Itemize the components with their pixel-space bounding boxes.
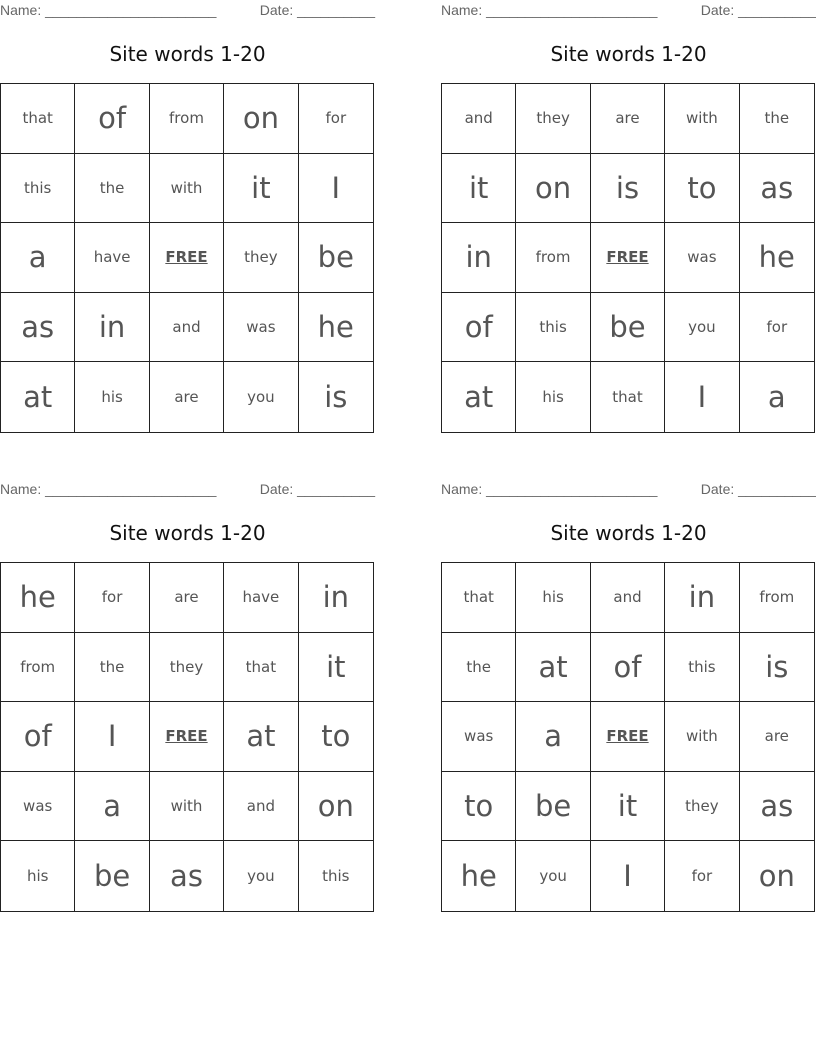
bingo-cell: are (591, 84, 665, 154)
bingo-cell: on (516, 154, 590, 224)
bingo-cell: the (740, 84, 814, 154)
bingo-cell: as (1, 293, 75, 363)
bingo-cell: this (516, 293, 590, 363)
card-meta (0, 0, 375, 22)
bingo-cell: he (1, 563, 75, 633)
bingo-grid (441, 83, 815, 433)
bingo-cell: be (299, 223, 373, 293)
bingo-cell: as (150, 841, 224, 911)
free-space: FREE (150, 223, 224, 293)
bingo-cell: that (591, 362, 665, 432)
bingo-cell: that (442, 563, 516, 633)
bingo-cell: he (299, 293, 373, 363)
bingo-cell: be (591, 293, 665, 363)
bingo-cell: on (224, 84, 298, 154)
bingo-cell: is (324, 380, 348, 415)
bingo-cell: it (442, 154, 516, 224)
bingo-grid (441, 562, 815, 912)
bingo-cell: a (75, 772, 149, 842)
name-field-label: Name: ______________________ (441, 2, 658, 18)
name-field-label: Name: ______________________ (441, 481, 658, 497)
bingo-cell: for (665, 841, 739, 911)
bingo-cell: this (665, 633, 739, 703)
bingo-cell: this (1, 154, 75, 224)
bingo-cell: for (75, 563, 149, 633)
card-title: Site words 1-20 (550, 521, 707, 545)
card-meta (441, 0, 816, 22)
bingo-cell: he (442, 841, 516, 911)
bingo-cell: it (591, 772, 665, 842)
bingo-cell: the (75, 633, 149, 703)
bingo-cell: with (665, 84, 739, 154)
bingo-cell: in (665, 563, 739, 633)
bingo-cell: from (150, 84, 224, 154)
card-title: Site words 1-20 (109, 42, 266, 66)
bingo-cell: at (1, 362, 75, 432)
bingo-cell: as (740, 772, 814, 842)
bingo-cell: to (299, 702, 373, 772)
bingo-cell: for (299, 84, 373, 154)
date-field-label: Date: __________ (259, 2, 375, 18)
bingo-cell: you (516, 841, 590, 911)
bingo-cell: I (75, 702, 149, 772)
bingo-cell: in (75, 293, 149, 363)
bingo-cell: and (591, 563, 665, 633)
bingo-grid (0, 562, 374, 912)
bingo-cell: his (516, 362, 590, 432)
bingo-card-2 (441, 0, 816, 415)
free-space: FREE (150, 702, 224, 772)
bingo-cell: of (442, 293, 516, 363)
bingo-cell: I (665, 362, 739, 432)
bingo-grid (0, 83, 374, 433)
bingo-cell: is (591, 154, 665, 224)
bingo-cell: and (442, 84, 516, 154)
bingo-cell: they (665, 772, 739, 842)
bingo-cell: from (1, 633, 75, 703)
bingo-cell: from (740, 563, 814, 633)
bingo-cell: they (224, 223, 298, 293)
bingo-cell: this (322, 867, 350, 886)
bingo-cell: to (442, 772, 516, 842)
bingo-cell: a (767, 380, 786, 415)
bingo-cell: was (665, 223, 739, 293)
bingo-cell: with (150, 772, 224, 842)
bingo-cell: they (150, 633, 224, 703)
bingo-cell: his (75, 362, 149, 432)
bingo-cell: you (224, 362, 298, 432)
date-field-label: Date: __________ (700, 481, 816, 497)
bingo-cell: be (516, 772, 590, 842)
bingo-cell: on (299, 772, 373, 842)
date-field-label: Date: __________ (259, 481, 375, 497)
bingo-cell: are (150, 563, 224, 633)
bingo-cell: are (740, 702, 814, 772)
bingo-cell: have (75, 223, 149, 293)
bingo-cell: a (516, 702, 590, 772)
bingo-cell: was (1, 772, 75, 842)
bingo-cell: at (224, 702, 298, 772)
bingo-card-3 (0, 479, 375, 894)
bingo-cell: it (224, 154, 298, 224)
bingo-cell: of (591, 633, 665, 703)
bingo-cell: from (516, 223, 590, 293)
bingo-cell: as (740, 154, 814, 224)
card-title: Site words 1-20 (109, 521, 266, 545)
bingo-cell: I (591, 841, 665, 911)
card-meta (441, 479, 816, 501)
bingo-cell: for (740, 293, 814, 363)
bingo-cell: are (150, 362, 224, 432)
bingo-cell: is (740, 633, 814, 703)
free-space: FREE (591, 223, 665, 293)
bingo-card-1 (0, 0, 375, 415)
bingo-cell: in (442, 223, 516, 293)
bingo-cell: have (224, 563, 298, 633)
bingo-cell: with (150, 154, 224, 224)
card-title: Site words 1-20 (550, 42, 707, 66)
bingo-cell: of (75, 84, 149, 154)
bingo-cell: it (299, 633, 373, 703)
name-field-label: Name: ______________________ (0, 2, 217, 18)
bingo-cell: and (224, 772, 298, 842)
bingo-cell: the (75, 154, 149, 224)
bingo-cell: the (442, 633, 516, 703)
bingo-cell: at (442, 362, 516, 432)
bingo-cell: his (1, 841, 75, 911)
bingo-cell: he (740, 223, 814, 293)
name-field-label: Name: ______________________ (0, 481, 217, 497)
bingo-card-4 (441, 479, 816, 894)
free-space: FREE (591, 702, 665, 772)
bingo-cell: of (1, 702, 75, 772)
bingo-cell: that (1, 84, 75, 154)
bingo-cell: with (665, 702, 739, 772)
bingo-cell: they (516, 84, 590, 154)
bingo-cell: I (299, 154, 373, 224)
bingo-cell: at (516, 633, 590, 703)
bingo-cell: to (665, 154, 739, 224)
bingo-cell: was (442, 702, 516, 772)
bingo-cell: in (299, 563, 373, 633)
bingo-cell: you (224, 841, 298, 911)
bingo-cell: his (516, 563, 590, 633)
card-meta (0, 479, 375, 501)
bingo-cell: that (224, 633, 298, 703)
bingo-cell: you (665, 293, 739, 363)
bingo-cell: and (150, 293, 224, 363)
date-field-label: Date: __________ (700, 2, 816, 18)
bingo-cell: a (1, 223, 75, 293)
bingo-cell: was (224, 293, 298, 363)
bingo-cell: be (75, 841, 149, 911)
bingo-cell: on (758, 859, 795, 894)
